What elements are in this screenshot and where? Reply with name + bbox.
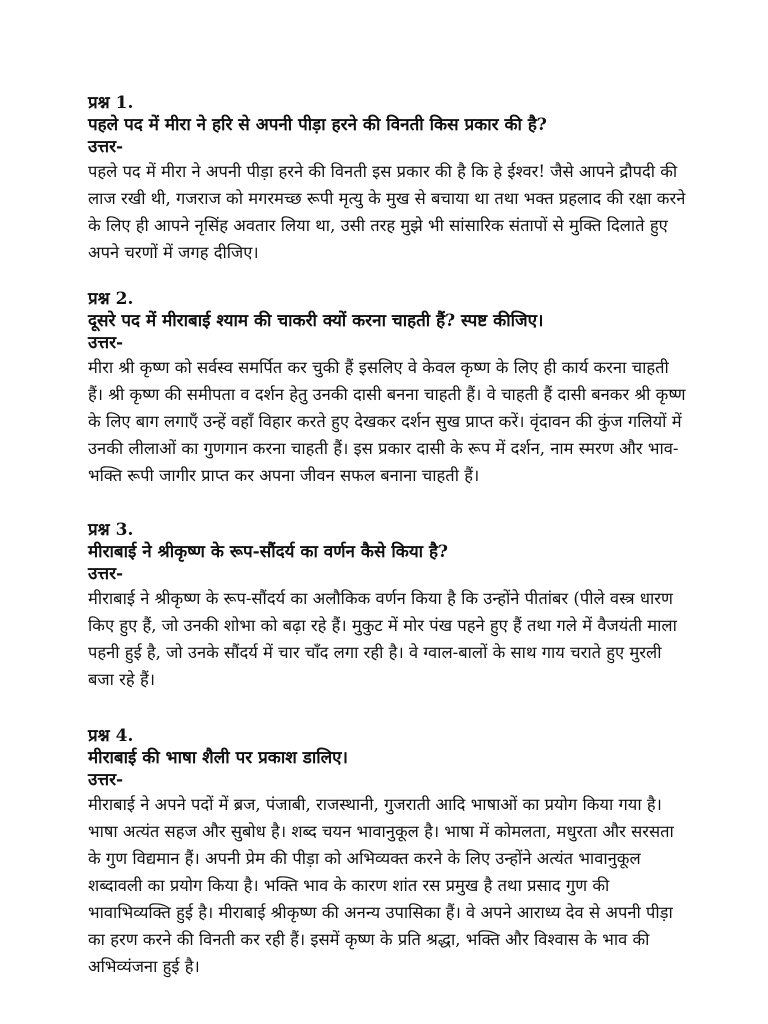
answer-text: मीराबाई ने अपने पदों में ब्रज, पंजाबी, राजस्थानी, गुजराती आदि भाषाओं का प्रयोग किया गया है। भाषा अत्यंत सहज और सुबोध है। शब्द चयन भावानुकूल है। भाषा में कोमलता, मधुरता और सरसता के गुण विद्यमान हैं। अपनी प्रेम की पीड़ा को अभिव्यक्त करने के लिए उन्होंने अत्यंत भावानुकूल शब्दावली का प्रयोग किया है। भक्ति भाव के कारण शांत रस प्रमुख है तथा प्रसाद गुण की भावाभिव्यक्ति हुई है। मीराबाई श्रीकृष्ण की अनन्य उपासिका हैं। वे अपने आराध्य देव से अपनी पीड़ा का हरण करने की विनती कर रही हैं। इसमें कृष्ण के प्रति श्रद्धा, भक्ति और विश्वास के भाव की अभिव्यंजना हुई है।: [88, 795, 674, 976]
answer-label: उत्तर-: [88, 137, 124, 157]
answer-text: मीरा श्री कृष्ण को सर्वस्व समर्पित कर चुकी हैं इसलिए वे केवल कृष्ण के लिए ही कार्य करना चाहती हैं। श्री कृष्ण की समीपता व दर्शन हेतु उनकी दासी बनना चाहती हैं। वे चाहती हैं दासी बनकर श्री कृष्ण के लिए बाग लगाएँ उन्हें वहाँ विहार करते हुए देखकर दर्शन सुख प्राप्त करें। वृंदावन की कुंज गलियों में उनकी लीलाओं का गुणगान करना चाहती हैं। इस प्रकार दासी के रूप में दर्शन, नाम स्मरण और भाव-भक्ति रूपी जागीर प्राप्त कर अपना जीवन सफल बनाना चाहती हैं।: [88, 358, 686, 485]
question-text: पहले पद में मीरा ने हरि से अपनी पीड़ा हरने की विनती किस प्रकार की है?: [88, 115, 547, 135]
answer-label: उत्तर-: [88, 770, 124, 790]
question-number: प्रश्न 3.: [88, 520, 134, 540]
answer-label: उत्तर-: [88, 564, 124, 584]
question-block-4: [88, 725, 688, 980]
answer-text: मीराबाई ने श्रीकृष्ण के रूप-सौंदर्य का अलौकिक वर्णन किया है कि उन्होंने पीतांबर (पीले वस्त्र धारण किए हुए हैं, जो उनकी शोभा को बढ़ा रहे हैं। मुकुट में मोर पंख पहने हुए हैं तथा गले में वैजयंती माला पहनी हुई है, जो उनके सौंदर्य में चार चाँद लगा रही है। वे ग्वाल-बालों के साथ गाय चराते हुए मुरली बजा रहे हैं।: [88, 589, 677, 689]
document-page: [88, 92, 688, 1006]
question-block-3: [88, 519, 688, 693]
question-block-2: [88, 288, 688, 489]
answer-label: उत्तर-: [88, 333, 124, 353]
question-text: दूसरे पद में मीराबाई श्याम की चाकरी क्यों करना चाहती हैं? स्पष्ट कीजिए।: [88, 311, 544, 331]
question-text: मीराबाई ने श्रीकृष्ण के रूप-सौंदर्य का वर्णन कैसे किया है?: [88, 542, 448, 562]
question-block-1: [88, 92, 688, 266]
question-number: प्रश्न 4.: [88, 726, 134, 746]
question-number: प्रश्न 2.: [88, 289, 134, 309]
question-number: प्रश्न 1.: [88, 93, 134, 113]
question-text: मीराबाई की भाषा शैली पर प्रकाश डालिए।: [88, 748, 348, 768]
answer-text: पहले पद में मीरा ने अपनी पीड़ा हरने की विनती इस प्रकार की है कि हे ईश्वर! जैसे आपने द्रौपदी की लाज रखी थी, गजराज को मगरमच्छ रूपी मृत्यु के मुख से बचाया था तथा भक्त प्रहलाद की रक्षा करने के लिए ही आपने नृसिंह अवतार लिया था, उसी तरह मुझे भी सांसारिक संतापों से मुक्ति दिलाते हुए अपने चरणों में जगह दीजिए।: [88, 162, 686, 262]
